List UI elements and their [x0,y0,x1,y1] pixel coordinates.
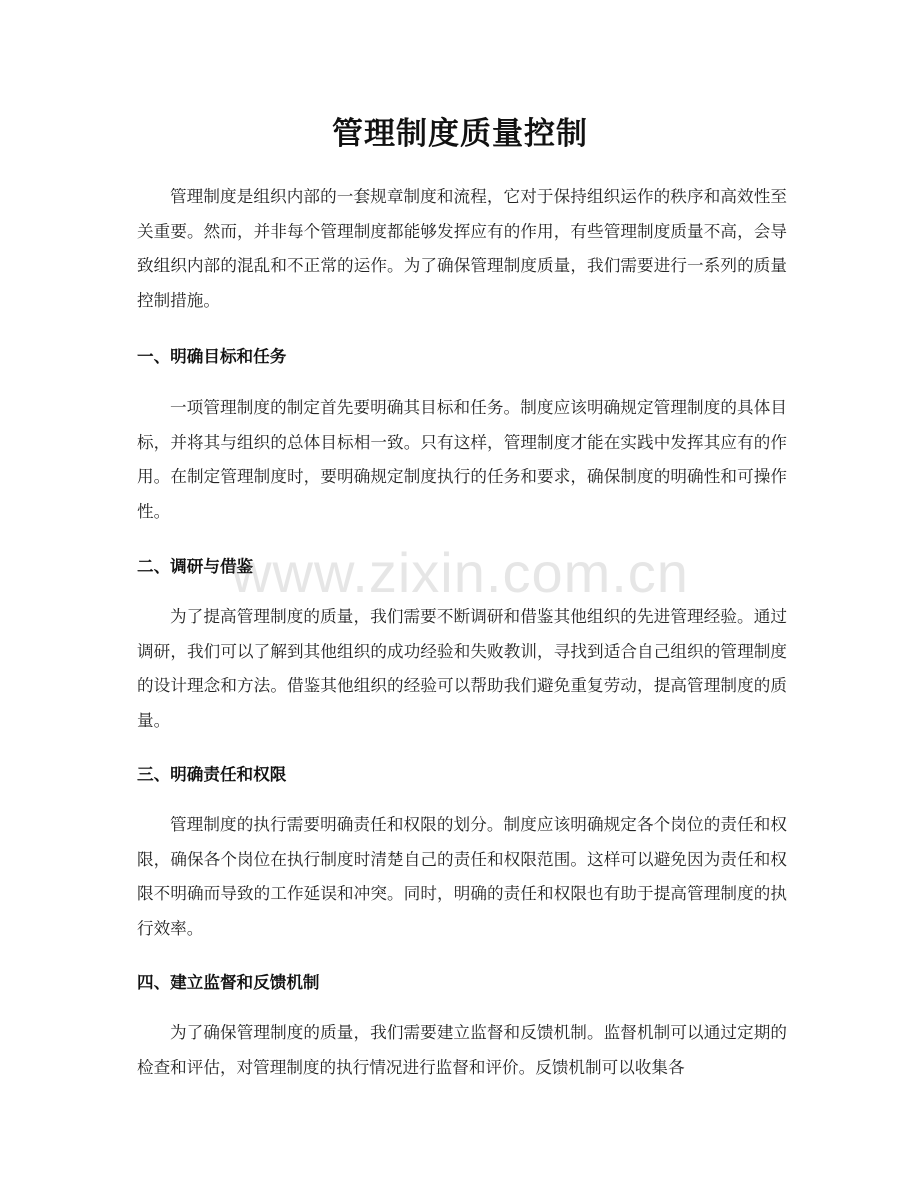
section-body-4: 为了确保管理制度的质量，我们需要建立监督和反馈机制。监督机制可以通过定期的检查和评估，对管理制度的执行情况进行监督和评价。反馈机制可以收集各 [137,1023,787,1077]
section-body-2: 为了提高管理制度的质量，我们需要不断调研和借鉴其他组织的先进管理经验。通过调研，我们可以了解到其他组织的成功经验和失败教训，寻找到适合自己组织的管理制度的设计理念和方法。借鉴其他组织的经验可以帮助我们避免重复劳动，提高管理制度的质量。 [137,607,787,730]
section-heading-1: 一、明确目标和任务 [137,347,287,366]
watermark-text: www.zixin.com.cn [231,541,689,604]
section-heading-2: 二、调研与借鉴 [137,557,254,576]
section-body-3: 管理制度的执行需要明确责任和权限的划分。制度应该明确规定各个岗位的责任和权限，确保各个岗位在执行制度时清楚自己的责任和权限范围。这样可以避免因为责任和权限不明确而导致的工作延误和冲突。同时，明确的责任和权限也有助于提高管理制度的执行效率。 [137,815,787,938]
section-heading-4: 四、建立监督和反馈机制 [137,973,320,992]
document-title: 管理制度质量控制 [332,116,588,152]
section-heading-3: 三、明确责任和权限 [137,765,287,784]
intro-paragraph: 管理制度是组织内部的一套规章制度和流程，它对于保持组织运作的秩序和高效性至关重要。然而，并非每个管理制度都能够发挥应有的作用，有些管理制度质量不高，会导致组织内部的混乱和不正常的运作。为了确保管理制度质量，我们需要进行一系列的质量控制措施。 [137,187,787,310]
section-body-1: 一项管理制度的制定首先要明确其目标和任务。制度应该明确规定管理制度的具体目标，并将其与组织的总体目标相一致。只有这样，管理制度才能在实践中发挥其应有的作用。在制定管理制度时，要明确规定制度执行的任务和要求，确保制度的明确性和可操作性。 [137,398,787,521]
